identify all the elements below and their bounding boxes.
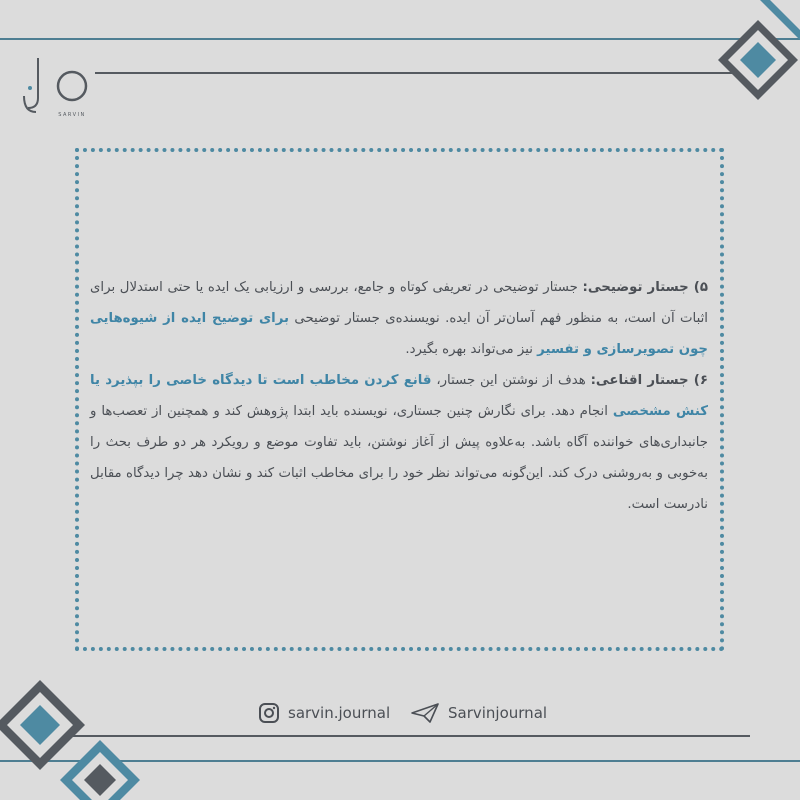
bottom-left-diamond-ornament	[0, 670, 140, 800]
paragraph-persuasive-essay	[90, 365, 708, 520]
item5-highlight: برای توضیح ایده از شیوه‌هایی چون تصویرسازی و تفسیر	[90, 311, 708, 357]
instagram-link[interactable]	[258, 697, 390, 729]
top-divider-line	[95, 72, 745, 74]
instagram-icon	[258, 702, 280, 724]
item6-text-2: انجام دهد. برای نگارش چنین جستاری، نویسنده باید ابتدا پژوهش کند و همچنین از تعصب‌ها و جانبداری‌های خواننده آگاه باشد. به‌علاوه پیش از آغاز نوشتن، باید تفاوت موضع و رویکرد هر دو طرف بحث را به‌خوبی و به‌روشنی درک کند. این‌گونه می‌تواند نظر خود را برای مخاطب اثبات کند و نشان دهد چرا دیدگاه مقابل نادرست است.	[90, 404, 708, 512]
item5-title: ۵) جستار توضیحی:	[582, 280, 708, 295]
item6-title: ۶) جستار اقناعی:	[590, 373, 708, 388]
item6-text-1: هدف از نوشتن این جستار،	[431, 373, 591, 388]
bottom-divider-line	[60, 735, 750, 737]
top-accent-line	[0, 38, 800, 40]
svg-text:SARVIN: SARVIN	[58, 112, 86, 118]
instagram-handle: sarvin.journal	[288, 704, 391, 722]
article-text	[90, 272, 708, 520]
item5-text-1: جستار توضیحی در تعریفی کوتاه و جامع، بررسی و ارزیابی یک ایده یا حتی استدلال برای اثبات آن است، به منظور فهم آسان‌تر آن ایده. نویسنده‌ی جستار توضیحی	[90, 280, 708, 326]
item5-text-2: نیز می‌تواند بهره بگیرد.	[405, 342, 538, 357]
sarvin-logo	[10, 50, 100, 120]
telegram-icon	[410, 702, 440, 724]
telegram-link[interactable]	[410, 697, 547, 729]
paragraph-expository-essay	[90, 272, 708, 365]
telegram-handle: Sarvinjournal	[448, 704, 548, 722]
top-right-diamond-ornament	[690, 0, 800, 130]
item6-highlight: قانع کردن مخاطب است تا دیدگاه خاصی را بپذیرد یا کنش مشخصی	[90, 373, 708, 419]
